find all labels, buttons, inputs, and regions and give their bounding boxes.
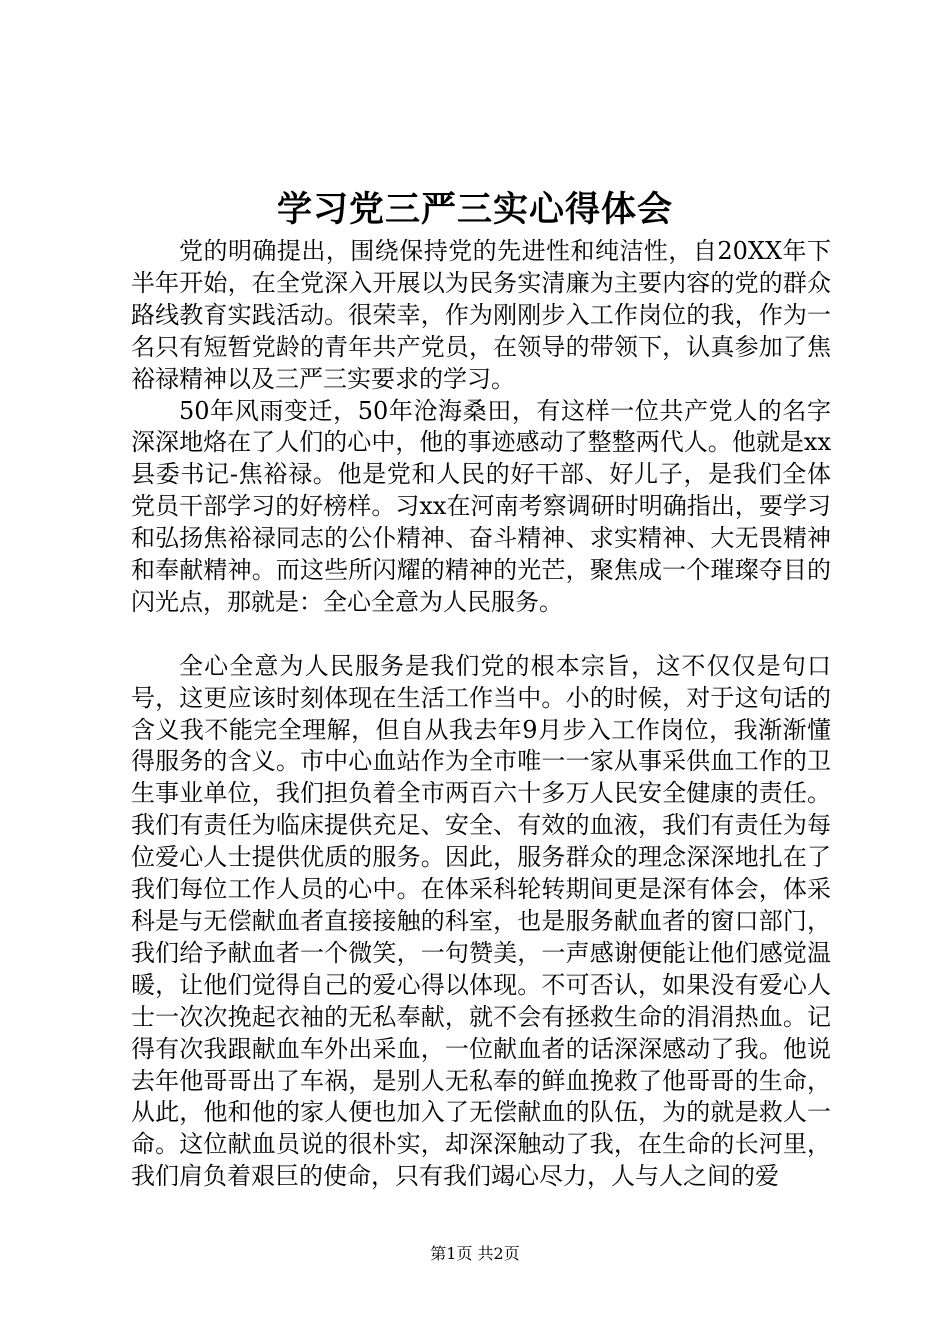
- paragraph-3: 全心全意为人民服务是我们党的根本宗旨，这不仅仅是句口号，这更应该时刻体现在生活工作当中。小的时候，对于这句话的含义我不能完全理解，但自从我去年9月步入工作岗位，我渐渐懂得服务的含义。市中心血站作为全市唯一一家从事采供血工作的卫生事业单位，我们担负着全市两百六十多万人民安全健康的责任。我们有责任为临床提供充足、安全、有效的血液，我们有责任为每位爱心人士提供优质的服务。因此，服务群众的理念深深地扎在了我们每位工作人员的心中。在体采科轮转期间更是深有体会，体采科是与无偿献血者直接接触的科室，也是服务献血者的窗口部门，我们给予献血者一个微笑，一句赞美，一声感谢便能让他们感觉温暖，让他们觉得自己的爱心得以体现。不可否认，如果没有爱心人士一次次挽起衣袖的无私奉献，就不会有拯救生命的涓涓热血。记得有次我跟献血车外出采血，一位献血者的话深深感动了我。他说去年他哥哥出了车祸，是别人无私奉的鲜血挽救了他哥哥的生命，从此，他和他的家人便也加入了无偿献血的队伍，为的就是救人一命。这位献血员说的很朴实，却深深触动了我，在生命的长河里，我们肩负着艰巨的使命，只有我们竭心尽力，人与人之间的爱: [131, 651, 831, 1191]
- document-title: 学习党三严三实心得体会: [276, 189, 673, 230]
- document-body: [131, 236, 831, 1193]
- page-footer: 第1页 共2页: [430, 1244, 520, 1263]
- paragraph-1: 党的明确提出，围绕保持党的先进性和纯洁性，自20XX年下半年开始，在全党深入开展以为民务实清廉为主要内容的党的群众路线教育实践活动。很荣幸，作为刚刚步入工作岗位的我，作为一名只有短暂党龄的青年共产党员，在领导的带领下，认真参加了焦裕禄精神以及三严三实要求的学习。: [131, 237, 831, 393]
- paragraph-2: 50年风雨变迁，50年沧海桑田，有这样一位共产党人的名字深深地烙在了人们的心中，他的事迹感动了整整两代人。他就是xx县委书记-焦裕禄。他是党和人民的好干部、好儿子，是我们全体党员干部学习的好榜样。习xx在河南考察调研时明确指出，要学习和弘扬焦裕禄同志的公仆精神、奋斗精神、求实精神、大无畏精神和奉献精神。而这些所闪耀的精神的光芒，聚焦成一个璀璨夺目的闪光点，那就是：全心全意为人民服务。: [131, 396, 831, 616]
